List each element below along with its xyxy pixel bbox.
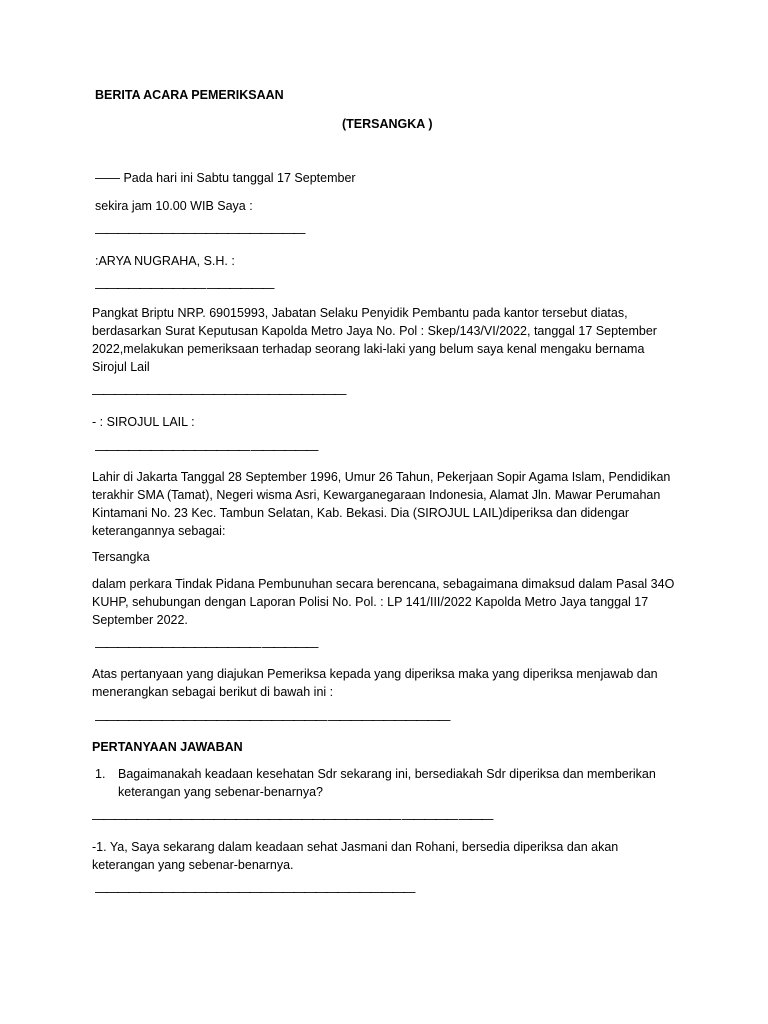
qa-heading: PERTANYAAN JAWABAN bbox=[92, 740, 243, 754]
separator-line: —————————————— —————— bbox=[95, 443, 317, 457]
status-label: Tersangka bbox=[92, 550, 150, 564]
paragraph-case: dalam perkara Tindak Pidana Pembunuhan secara berencana, sebagaimana dimaksud dalam Pasal 34O KUHP, sehubungan dengan Laporan Polisi No. Pol. : LP 141/III/2022 Kapolda Metro Jaya tanggal 17 September 2022. bbox=[92, 577, 675, 627]
separator-line: ————————————————————— ——————————— bbox=[95, 713, 449, 727]
question-text: Bagaimanakah keadaan kesehatan Sdr sekarang ini, bersediakah Sdr diperiksa dan memberikan keterangan yang sebenar-benarnya? bbox=[118, 767, 656, 799]
separator-line: ——————————————— ————— bbox=[95, 640, 317, 654]
paragraph-rank: Pangkat Briptu NRP. 69015993, Jabatan Selaku Penyidik Pembantu pada kantor tersebut diatas, berdasarkan Surat Keputusan Kapolda Metro Jaya No. Pol : Skep/143/VI/2022, tanggal 17 September 2022,melakukan pemeriksaan terhadap seorang laki-laki yang belum saya kenal mengaku bernama Sirojul Lail bbox=[92, 306, 657, 374]
suspect-name: - : SIROJUL LAIL : bbox=[92, 415, 195, 429]
separator-line: —————————— —————— bbox=[95, 281, 273, 295]
separator-line: ——————————————————————— bbox=[92, 387, 345, 401]
paragraph-identity: Lahir di Jakarta Tanggal 28 September 1996, Umur 26 Tahun, Pekerjaan Sopir Agama Islam, Pendidikan terakhir SMA (Tamat), Negeri wisma Asri, Kewarganegaraan Indonesia, Alamat Jln. Mawar Perumahan Kintamani No. 23 Kec. Tambun Selatan, Kab. Bekasi. Dia (SIROJUL LAIL)diperiksa dan didengar keterangannya sebagai: bbox=[92, 470, 671, 538]
document-title: BERITA ACARA PEMERIKSAAN bbox=[95, 88, 284, 102]
document-subtitle: (TERSANGKA ) bbox=[342, 117, 433, 131]
question-item bbox=[92, 765, 682, 805]
answer-text: -1. Ya, Saya sekarang dalam keadaan sehat Jasmani dan Rohani, bersedia diperiksa dan akan keterangan yang sebenar-benarnya. bbox=[92, 840, 619, 872]
separator-line: ——————————————————— bbox=[95, 226, 304, 240]
separator-line: ————————————————————————————— bbox=[95, 885, 414, 899]
separator-line: ———————————————————————————— ————— ——— bbox=[92, 812, 492, 826]
paragraph-intro: Atas pertanyaan yang diajukan Pemeriksa kepada yang diperiksa maka yang diperiksa menjawab dan menerangkan sebagai berikut di bawah ini : bbox=[92, 667, 658, 699]
examiner-name: :ARYA NUGRAHA, S.H. : bbox=[95, 254, 235, 268]
time-line: sekira jam 10.00 WIB Saya : bbox=[95, 199, 253, 213]
question-number: 1. bbox=[95, 767, 106, 781]
day-line: —— Pada hari ini Sabtu tanggal 17 September bbox=[95, 171, 356, 185]
